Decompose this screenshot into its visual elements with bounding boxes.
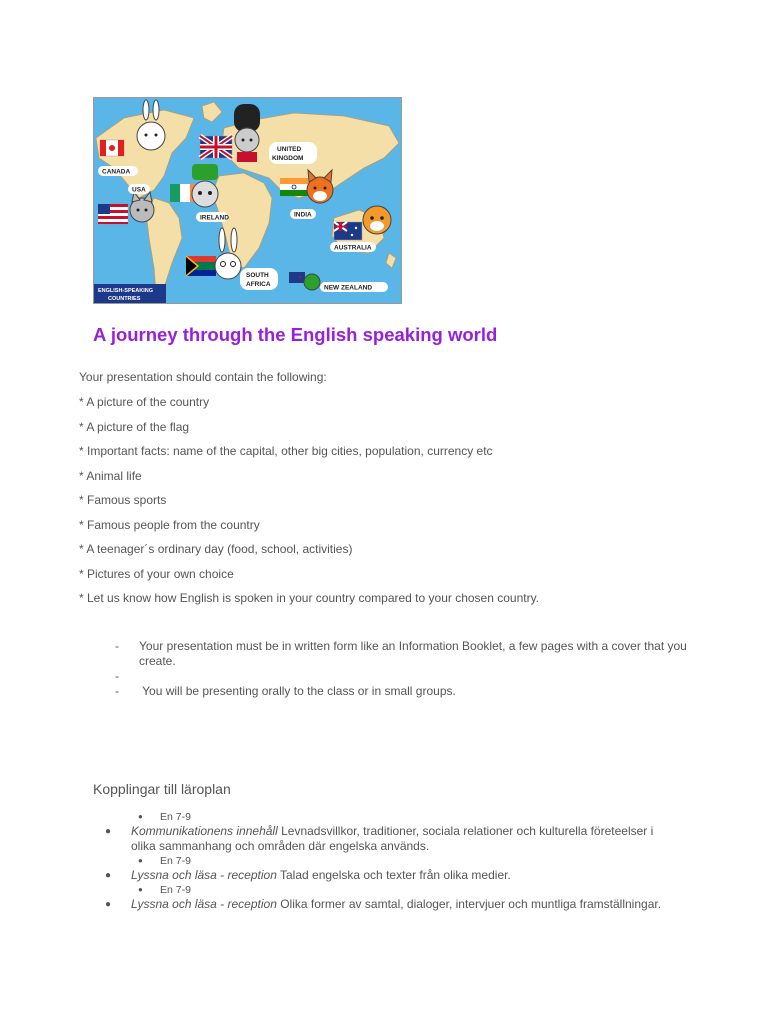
new-zealand-flag-icon [289,272,305,283]
list-item [115,669,690,684]
canada-flag-icon [100,140,124,156]
curriculum-list [105,810,665,912]
bullet-icon: ● [138,885,143,894]
curriculum-item [105,824,665,854]
list-item: - Your presentation must be in written form like an Information Booklet, a few pages with a cover that you create. [115,639,687,668]
list-item: * Let us know how English is spoken in your country compared to your chosen country. [79,591,540,605]
list-item: * Famous sports [79,493,167,507]
curriculum-heading: Kopplingar till läroplan [93,781,231,797]
map-label-canada: CANADA [102,168,131,176]
requirements-list [79,394,539,615]
india-flag-icon [280,178,308,196]
bullet-icon: ● [138,856,143,865]
bullet-icon: ● [105,899,112,910]
south-africa-flag-icon [186,256,216,276]
map-label-new-zealand: NEW ZEALAND [324,284,373,292]
dash-bullet: - [115,669,119,683]
list-item: * A teenager´s ordinary day (food, school, activities) [79,542,353,556]
map-label-ireland: IRELAND [200,214,229,222]
list-item: * Famous people from the country [79,517,260,532]
list-item: * Important facts: name of the capital, other big cities, population, currency etc [79,444,493,458]
curriculum-level: ● En 7-9 [138,884,191,896]
list-item: * A picture of the country [79,395,210,409]
page-title: A journey through the English speaking world [93,324,498,345]
map-label-uk: UNITED [277,146,302,153]
uk-flag-icon [200,136,232,158]
list-item: * A picture of the flag [79,419,190,434]
map-label-south-africa: SOUTH [246,272,269,279]
map-caption: ENGLISH-SPEAKING [98,288,154,294]
svg-text:KINGDOM: KINGDOM [272,155,304,162]
dash-bullet: - [115,684,119,698]
curriculum-text: Talad engelska och texter från olika medier. [276,868,511,882]
curriculum-category: Lyssna och läsa - reception [131,868,277,882]
tiger-character-icon [363,206,391,234]
curriculum-category: Lyssna och läsa - reception [131,897,277,911]
curriculum-item [105,897,665,912]
list-item: * Pictures of your own choice [79,566,234,581]
usa-flag-icon [98,204,128,224]
curriculum-level: ● En 7-9 [138,855,191,867]
curriculum-item [105,868,665,883]
curriculum-text: Levnadsvillkor, traditioner, sociala relationer och kulturella företeelser i olika sammanhang och områden där engelska används. [131,824,654,853]
map-label-india: INDIA [294,211,312,219]
kiwi-character-icon [304,274,320,290]
curriculum-level: ● En 7-9 [138,811,191,823]
curriculum-text: Olika former av samtal, dialoger, intervjuer och muntliga framställningar. [276,897,662,911]
world-map-illustration [93,97,402,304]
dash-bullet: - [115,639,119,653]
list-item: - You will be presenting orally to the class or in small groups. [115,684,456,698]
australia-flag-icon [334,222,362,240]
map-label-australia: AUSTRALIA [334,244,372,252]
map-label-usa: USA [132,186,146,194]
curriculum-category: Kommunikationens innehåll [131,824,278,838]
intro-text: Your presentation should contain the following: [79,370,327,384]
svg-text:COUNTRIES: COUNTRIES [108,296,141,302]
bullet-icon: ● [105,870,112,881]
royal-guard-character-icon [234,104,260,162]
frog-character-icon [192,164,218,207]
notes-list [115,639,690,699]
bullet-icon: ● [105,826,112,837]
bullet-icon: ● [138,812,143,821]
svg-text:AFRICA: AFRICA [246,281,271,288]
list-item: * Animal life [79,468,142,483]
